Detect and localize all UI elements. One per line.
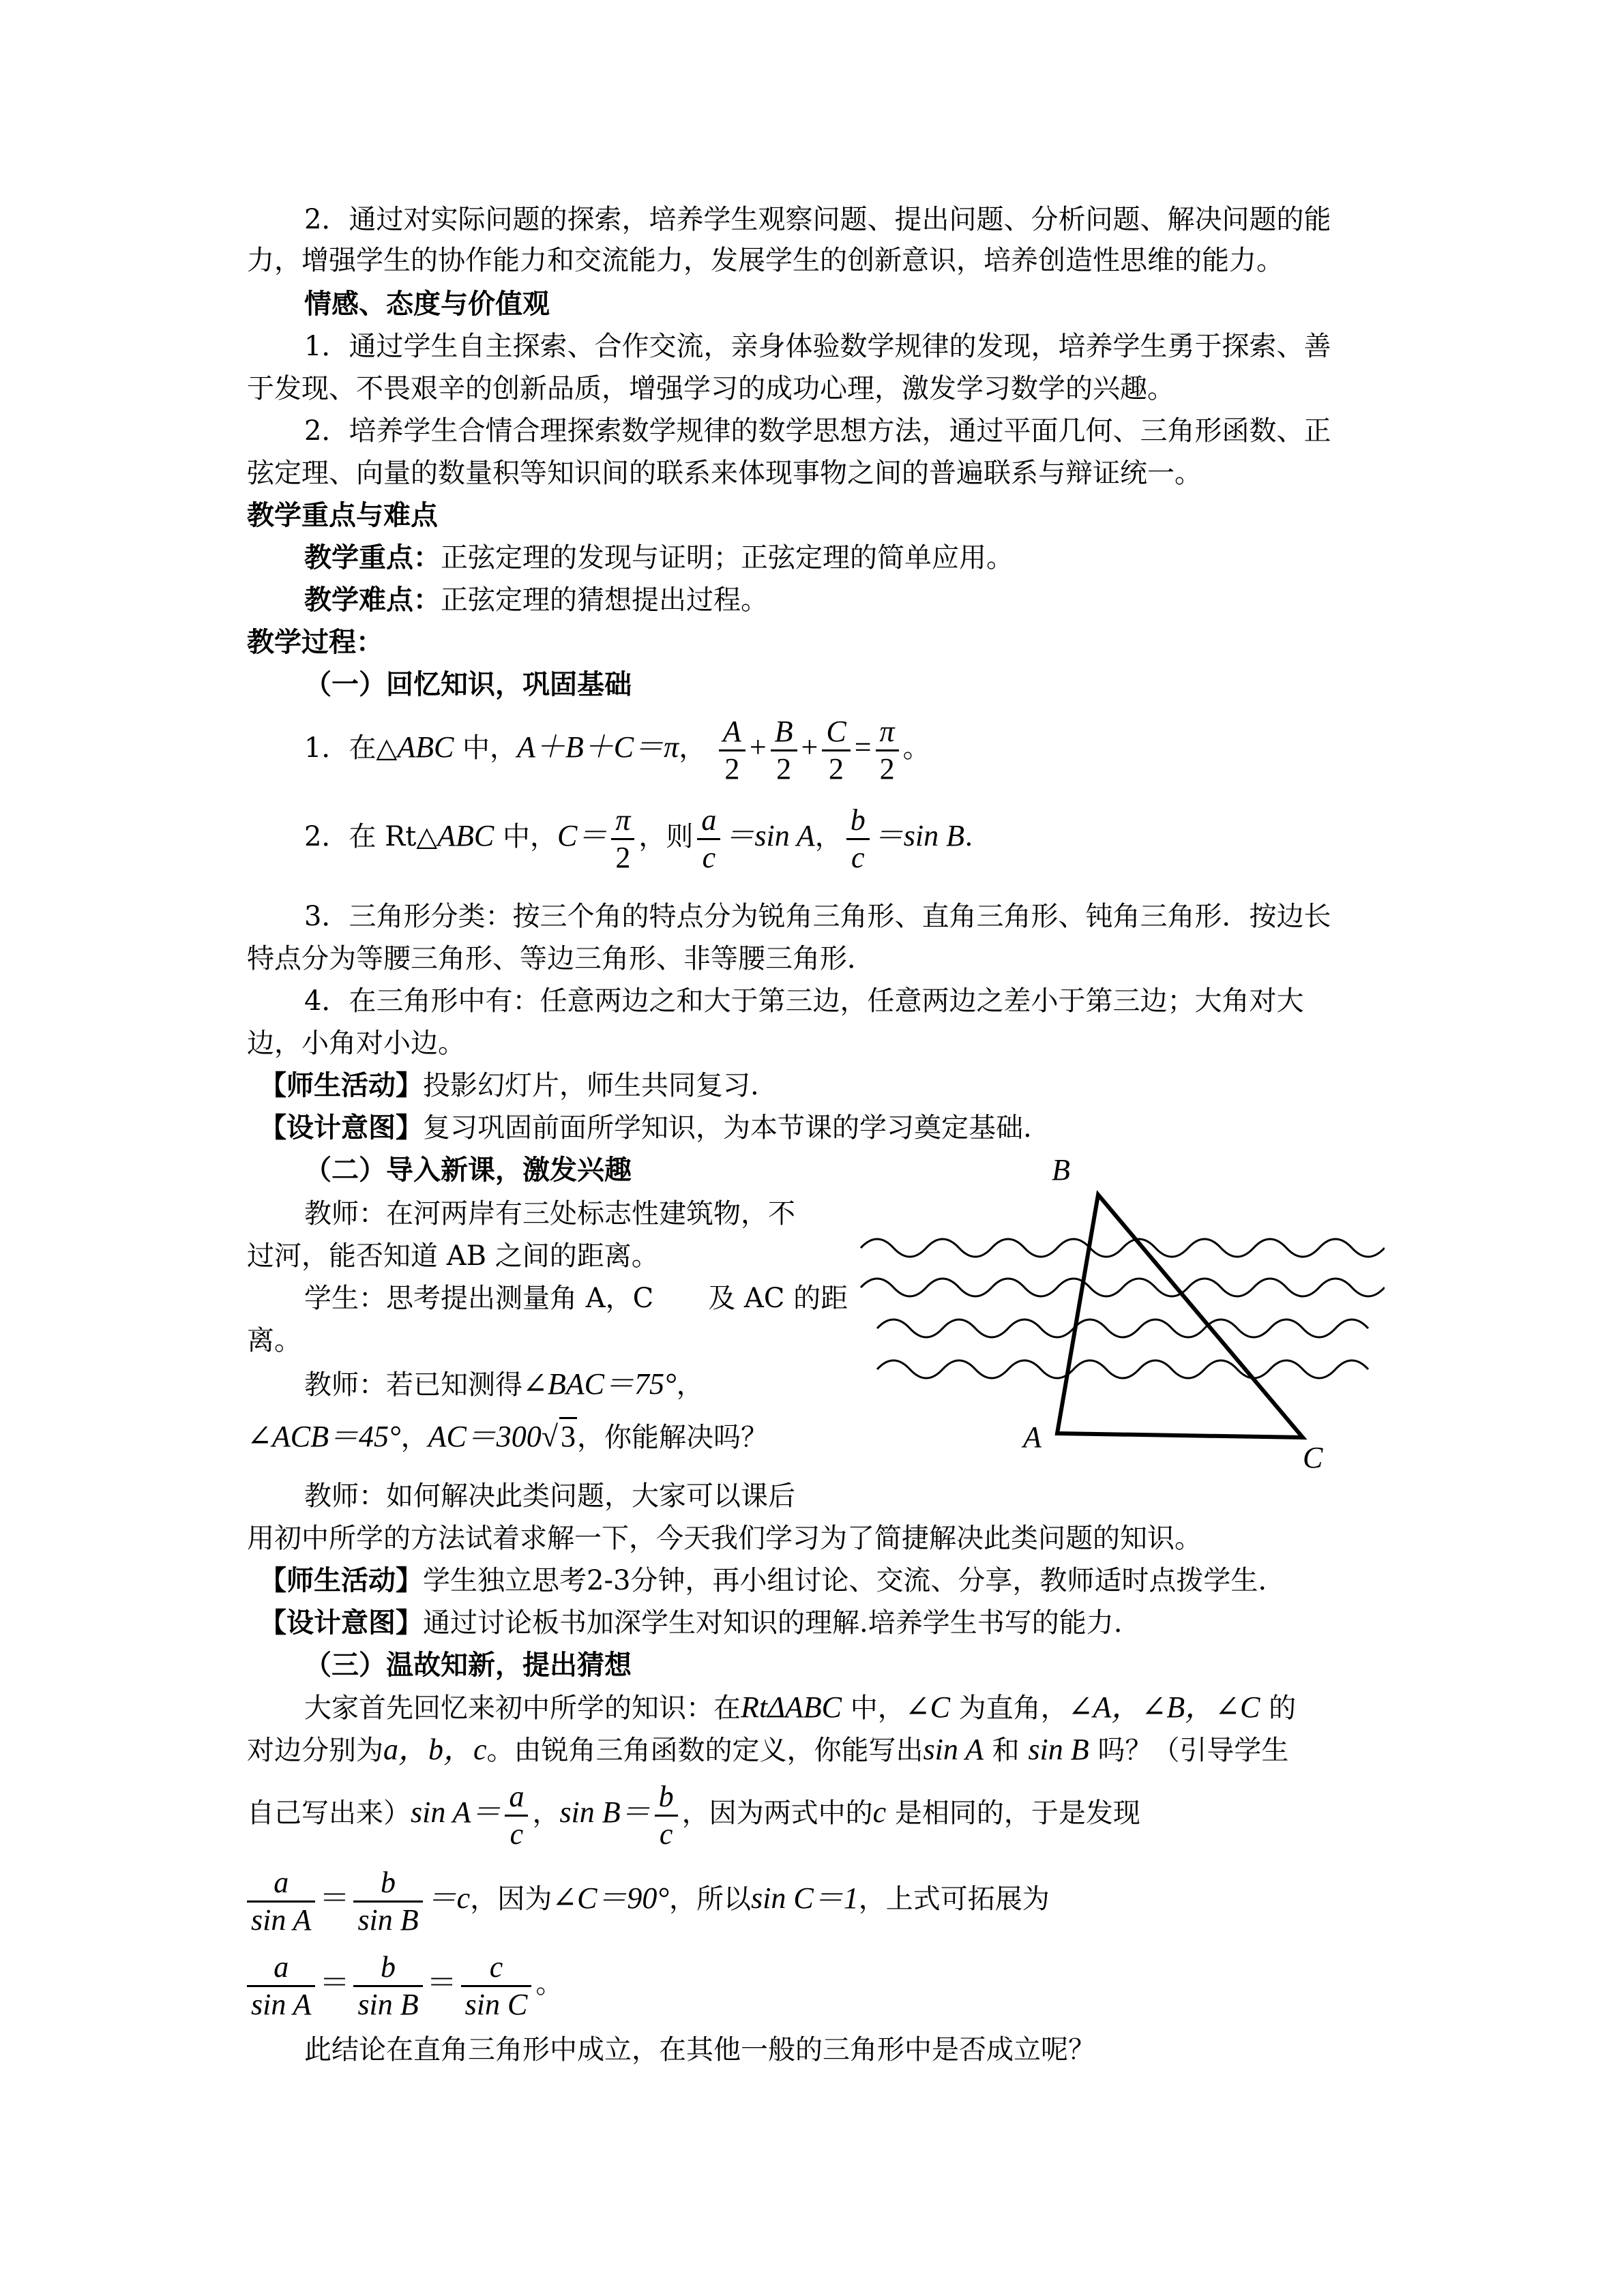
activity-label: 【师生活动】 [259, 1069, 423, 1101]
activity-text: 投影幻灯片，师生共同复习. [423, 1070, 759, 1101]
math-rt-abc: RtΔABC [741, 1690, 842, 1724]
equals-sign: ＝ [426, 1966, 457, 1999]
paragraph-line [247, 1732, 1288, 1768]
activity-text: 学生独立思考2-3分钟，再小组讨论、交流、分享，教师适时点拨学生. [423, 1565, 1267, 1596]
fraction-b-over-2: $\frac{B}{2}$ [771, 714, 797, 787]
paragraph-line: 2．培养学生合情合理探索数学规律的数学思想方法，通过平面几何、三角形函数、正 [304, 415, 1331, 447]
text: 教师：若已知测得 [304, 1369, 522, 1401]
text: ， [676, 1369, 704, 1401]
text: ，因为两式中的 [681, 1798, 873, 1829]
intent-line [259, 1110, 1032, 1146]
text: 自己写出来） [247, 1798, 411, 1829]
text: ，则 [638, 821, 694, 852]
text: 中， [494, 821, 557, 852]
text: 。 [902, 732, 930, 764]
subsection-title: （三）温故知新，提出猜想 [304, 1649, 632, 1681]
wave-1 [861, 1239, 1385, 1257]
difficulty-label: 教学难点： [304, 584, 441, 616]
paragraph-line: 边，小角对小边。 [247, 1028, 465, 1059]
wave-2 [861, 1279, 1385, 1296]
paragraph-line: 力，增强学生的协作能力和交流能力，发展学生的创新意识，培养创造性思维的能力。 [247, 245, 1284, 276]
section-heading: 教学过程： [247, 626, 383, 658]
paragraph-line: 用初中所学的方法试着求解一下，今天我们学习为了简捷解决此类问题的知识。 [247, 1523, 1202, 1554]
label-b: B [1052, 1153, 1070, 1187]
math-angle-acb: ∠ACB＝45° [247, 1420, 401, 1453]
paragraph-line: 2．通过对实际问题的探索，培养学生观察问题、提出问题、分析问题、解决问题的能 [304, 204, 1331, 235]
text: 1．在△ [304, 732, 398, 764]
text: 对边分别为 [247, 1735, 383, 1766]
fraction-a-over-sina: $\frac{a}{\text{sin A}}$ [247, 1865, 315, 1938]
difficulty-text: 正弦定理的猜想提出过程。 [441, 584, 768, 616]
text: 大家首先回忆来初中所学的知识：在 [304, 1693, 741, 1724]
wave-3 [877, 1320, 1368, 1337]
math-sin-a: sin A＝ [411, 1795, 501, 1829]
activity-line [259, 1068, 759, 1103]
text: ， [532, 1798, 560, 1829]
math-sin-a: ＝sin A [724, 819, 815, 852]
fraction-c-over-2: $\frac{C}{2}$ [822, 714, 850, 787]
paragraph-line: 离。 [247, 1325, 301, 1356]
equals-sign: ＝ [319, 1881, 350, 1915]
intent-label: 【设计意图】 [259, 1607, 423, 1639]
paragraph-line [304, 1690, 1296, 1726]
fraction-c-over-sinc: $\frac{c}{\text{sin C}}$ [461, 1950, 532, 2023]
math-sin-b: sin B [1028, 1733, 1089, 1766]
fraction-b-over-c: $\frac{b}{c}$ [655, 1779, 678, 1852]
paragraph-line: 过河，能否知道 AB 之间的距离。 [247, 1240, 659, 1272]
paragraph-line: 教师：如何解决此类问题，大家可以课后 [304, 1480, 795, 1512]
river-waves [861, 1239, 1385, 1378]
text: 。 [535, 1968, 563, 1999]
text: 的 [1260, 1693, 1297, 1724]
equals-sign: ＝ [319, 1966, 350, 1999]
key-point-label: 教学重点： [304, 541, 441, 573]
math-sin-b: sin B＝ [559, 1795, 651, 1829]
text: ，因为 [470, 1883, 552, 1915]
math-abc: ABC [397, 730, 454, 764]
section-heading: 教学重点与难点 [247, 499, 438, 531]
subsection-title: （二）导入新课，激发兴趣 [304, 1154, 632, 1186]
text: 吗？（引导学生 [1089, 1735, 1289, 1766]
text: 中， [842, 1693, 905, 1724]
key-point-line [304, 540, 1014, 576]
teacher-question-line [304, 1367, 704, 1403]
activity-line [259, 1563, 1267, 1598]
math-c: C＝ [557, 819, 608, 852]
text: . [964, 821, 973, 852]
fraction-a-over-2: $\frac{A}{2}$ [719, 714, 745, 787]
paragraph-line [247, 1774, 1140, 1852]
label-c: C [1303, 1441, 1323, 1473]
math-sin-c-1: sin C＝1 [751, 1881, 859, 1915]
review-item-2 [304, 798, 973, 876]
fraction-a-over-sina: $\frac{a}{\text{sin A}}$ [247, 1950, 315, 2023]
paragraph-line: 于发现、不畏艰辛的创新品质，增强学习的成功心理，激发学习数学的兴趣。 [247, 373, 1175, 404]
math-ac-length: AC＝300 [428, 1420, 542, 1453]
paragraph-line [247, 1860, 1050, 1938]
triangle-abc [1057, 1195, 1303, 1437]
text: ，所以 [669, 1883, 752, 1915]
math-angle-c: ∠C [904, 1690, 950, 1724]
math-abc: ABC [437, 819, 494, 852]
text: ，上式可拓展为 [858, 1883, 1050, 1915]
paragraph-line: 特点分为等腰三角形、等边三角形、非等腰三角形． [247, 943, 874, 974]
river-triangle-figure [853, 1146, 1385, 1473]
paragraph-line: 此结论在直角三角形中成立，在其他一般的三角形中是否成立呢？ [304, 2034, 1095, 2066]
text: ， [679, 732, 707, 764]
law-of-sines-formula [247, 1945, 563, 2023]
section-heading: 情感、态度与价值观 [304, 288, 550, 320]
text: 是相同的，于是发现 [886, 1798, 1140, 1829]
text: 和 [983, 1735, 1029, 1766]
wave-4 [877, 1360, 1368, 1378]
text: 中， [454, 732, 518, 764]
text: ， [400, 1422, 428, 1453]
math-sin-b: ＝sin B [873, 819, 965, 852]
math-angle-sum: A＋B＋C＝π [517, 730, 679, 764]
math-equals-c: ＝c [426, 1881, 471, 1915]
fraction-a-over-c: $\frac{a}{c}$ [505, 1779, 528, 1852]
intent-line [259, 1605, 1122, 1641]
intent-text: 复习巩固前面所学知识，为本节课的学习奠定基础. [423, 1112, 1032, 1144]
paragraph-line: 教师：在河两岸有三处标志性建筑物，不 [304, 1198, 795, 1229]
math-sides: a，b，c [383, 1733, 487, 1766]
fraction-pi-over-2: $\frac{\pi}{2}$ [611, 803, 634, 876]
math-sin-a: sin A [923, 1733, 984, 1766]
difficulty-line [304, 582, 768, 618]
paragraph-line: 4．在三角形中有：任意两边之和大于第三边，任意两边之差小于第三边；大角对大 [304, 985, 1304, 1017]
label-a: A [1023, 1420, 1042, 1454]
intent-text: 通过讨论板书加深学生对知识的理解.培养学生书写的能力. [423, 1607, 1123, 1639]
paragraph-line: 1．通过学生自主探索、合作交流，亲身体验数学规律的发现，培养学生勇于探索、善 [304, 331, 1331, 362]
paragraph-line: 弦定理、向量的数量积等知识间的联系来体现事物之间的普遍联系与辩证统一。 [247, 458, 1202, 489]
activity-label: 【师生活动】 [259, 1564, 423, 1596]
sqrt-sign: √ [541, 1420, 558, 1453]
math-angle-c-90: ∠C＝90° [552, 1881, 670, 1915]
subsection-title: （一）回忆知识，巩固基础 [304, 668, 632, 700]
fraction-a-over-c: $\frac{a}{c}$ [697, 803, 720, 876]
text: 2．在 Rt△ [304, 821, 438, 852]
text: 。由锐角三角函数的定义，你能写出 [486, 1735, 924, 1766]
fraction-pi-over-2: $\frac{\pi}{2}$ [876, 714, 899, 787]
paragraph-line: 学生：思考提出测量角 A，C 及 AC 的距 [304, 1283, 848, 1314]
fraction-b-over-sinb: $\frac{b}{\text{sin B}}$ [353, 1865, 422, 1938]
key-point-text: 正弦定理的发现与证明；正弦定理的简单应用。 [441, 542, 1014, 573]
math-angle-bac: ∠BAC＝75° [522, 1367, 677, 1401]
sqrt-radicand: 3 [559, 1417, 577, 1455]
review-item-1: 1．在△ABC 中，A＋B＋C＝π， $\frac{A}{2}$ + $\frac{B}{2}$ + $\frac{C}{2}$ = $\frac{\pi}{2}$ 。 [304, 714, 930, 786]
text: 为直角， [949, 1693, 1068, 1724]
math-angles: ∠A，∠B，∠C [1067, 1690, 1260, 1724]
math-c: c [872, 1795, 887, 1829]
fraction-b-over-c: $\frac{b}{c}$ [846, 803, 870, 876]
text: ，你能解决吗？ [576, 1422, 768, 1453]
text: ， [814, 821, 842, 852]
intent-label: 【设计意图】 [259, 1112, 423, 1144]
paragraph-line: 3．三角形分类：按三个角的特点分为锐角三角形、直角三角形、钝角三角形．按边长 [304, 901, 1331, 932]
teacher-question-line [247, 1417, 768, 1455]
fraction-b-over-sinb: $\frac{b}{\text{sin B}}$ [353, 1950, 422, 2023]
